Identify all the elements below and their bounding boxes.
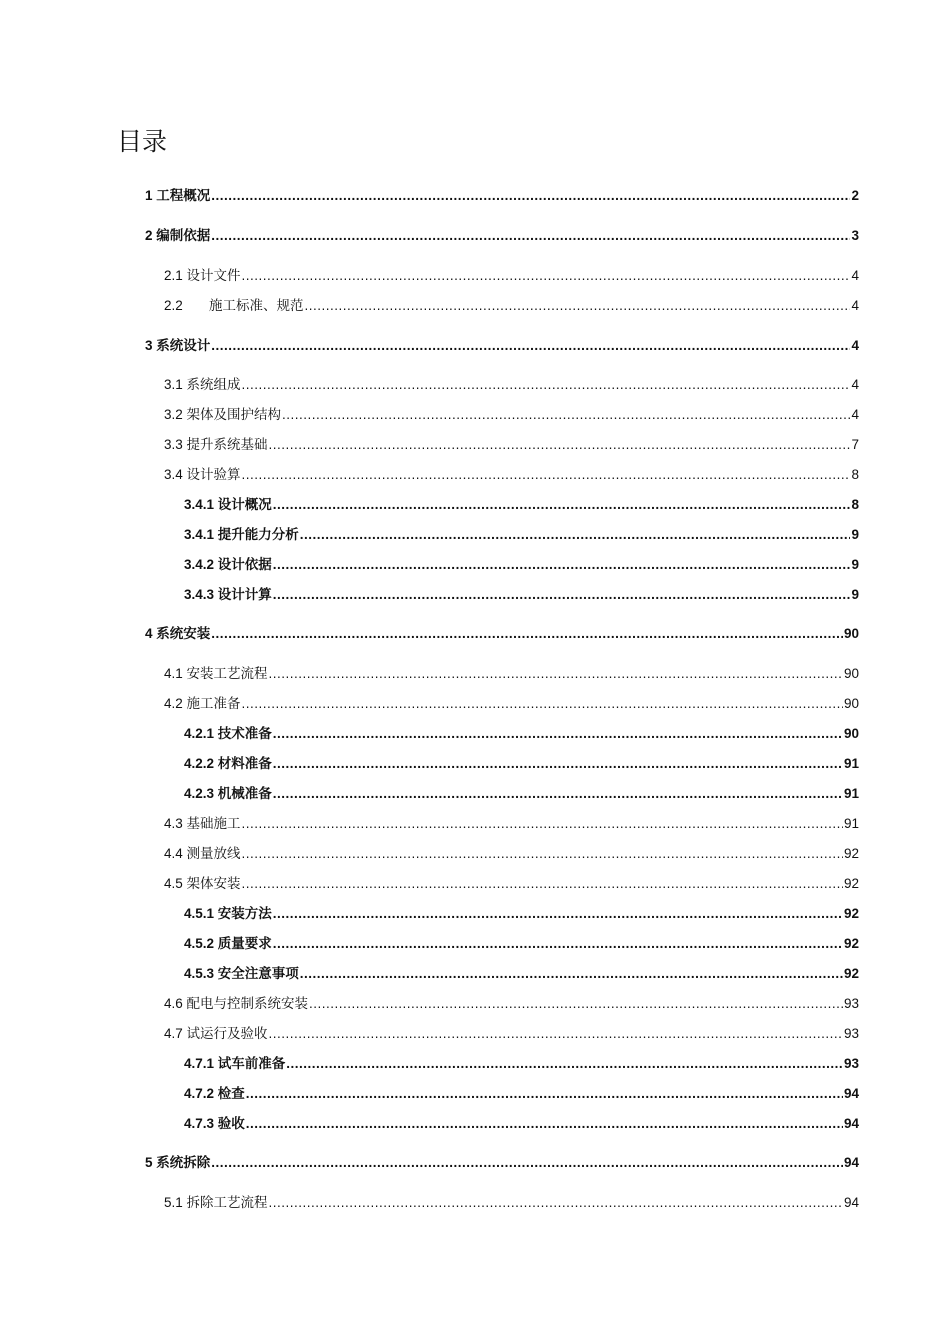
toc-entry[interactable] (184, 934, 859, 954)
toc-entry[interactable] (164, 844, 859, 864)
toc-leader-dots (273, 934, 843, 954)
toc-leader-dots (242, 694, 843, 714)
toc-entry[interactable] (145, 186, 859, 206)
toc-page-number: 94 (843, 1086, 859, 1101)
toc-leader-dots (305, 296, 851, 316)
toc-page-number: 4 (851, 268, 859, 283)
toc-entry-label: 4.5.1 安装方法 (184, 906, 272, 921)
toc-entry-label: 4.2 施工准备 (164, 696, 241, 711)
toc-leader-dots (246, 1114, 843, 1134)
toc-entry[interactable] (164, 375, 859, 395)
toc-leader-dots (269, 1193, 843, 1213)
toc-leader-dots (273, 555, 851, 575)
toc-entry-label: 5.1 拆除工艺流程 (164, 1195, 268, 1210)
toc-page-number: 91 (843, 756, 859, 771)
toc-entry-label: 3.1 系统组成 (164, 377, 241, 392)
toc-leader-dots (211, 1153, 843, 1173)
toc-page-number: 4 (851, 338, 859, 353)
toc-entry-label: 3.4.1 提升能力分析 (184, 527, 299, 542)
toc-leader-dots (269, 435, 851, 455)
toc-entry[interactable] (184, 724, 859, 744)
toc-leader-dots (211, 624, 843, 644)
toc-leader-dots (269, 664, 843, 684)
toc-entry-label: 1 工程概况 (145, 188, 211, 203)
toc-leader-dots (273, 724, 843, 744)
toc-leader-dots (273, 495, 851, 515)
toc-leader-dots (300, 964, 843, 984)
toc-entry[interactable] (164, 1193, 859, 1213)
toc-entry[interactable] (164, 814, 859, 834)
toc-entry[interactable] (164, 405, 859, 425)
toc-page-number: 4 (851, 407, 859, 422)
toc-entry[interactable] (145, 1153, 859, 1173)
toc-entry-label: 4.3 基础施工 (164, 816, 241, 831)
toc-leader-dots (273, 754, 843, 774)
toc-entry[interactable] (184, 964, 859, 984)
toc-page-number: 93 (843, 1056, 859, 1071)
toc-entry[interactable] (145, 336, 859, 356)
toc-entry-label: 4.2.2 材料准备 (184, 756, 272, 771)
toc-entry-label: 5 系统拆除 (145, 1155, 211, 1170)
toc-entry-label: 4.7.1 试车前准备 (184, 1056, 286, 1071)
toc-page-number: 8 (851, 497, 859, 512)
toc-entry[interactable] (184, 784, 859, 804)
toc-entry-label: 3 系统设计 (145, 338, 211, 353)
toc-entry[interactable] (184, 585, 859, 605)
toc-entry[interactable] (164, 1024, 859, 1044)
toc-entry[interactable] (164, 266, 859, 286)
toc-leader-dots (242, 266, 851, 286)
toc-entry-label: 4.7 试运行及验收 (164, 1026, 268, 1041)
toc-leader-dots (309, 994, 843, 1014)
toc-entry-label: 2.2 施工标准、规范 (164, 298, 304, 313)
toc-entry[interactable] (184, 495, 859, 515)
toc-leader-dots (242, 465, 851, 485)
toc-entry[interactable] (164, 874, 859, 894)
toc-entry[interactable] (164, 296, 859, 316)
toc-leader-dots (300, 525, 851, 545)
toc-entry[interactable] (145, 624, 859, 644)
toc-entry-label: 3.2 架体及围护结构 (164, 407, 282, 422)
toc-page-number: 9 (851, 587, 859, 602)
toc-entry[interactable] (164, 694, 859, 714)
toc-leader-dots (273, 585, 851, 605)
toc-leader-dots (269, 1024, 843, 1044)
toc-page-number: 9 (851, 557, 859, 572)
toc-leader-dots (282, 405, 850, 425)
toc-leader-dots (242, 375, 851, 395)
toc-entry[interactable] (145, 226, 859, 246)
toc-page-number: 2 (851, 188, 859, 203)
toc-page-number: 94 (843, 1155, 859, 1170)
toc-leader-dots (211, 186, 850, 206)
toc-entry-label: 4.7.2 检查 (184, 1086, 245, 1101)
toc-leader-dots (273, 784, 843, 804)
toc-page-number: 90 (843, 696, 859, 711)
toc-entry-label: 3.4.2 设计依据 (184, 557, 272, 572)
toc-page-number: 92 (843, 906, 859, 921)
toc-entry[interactable] (164, 664, 859, 684)
toc-page-number: 92 (843, 846, 859, 861)
toc-entry[interactable] (184, 1114, 859, 1134)
toc-page-number: 92 (843, 876, 859, 891)
toc-page-number: 7 (851, 437, 859, 452)
toc-leader-dots (242, 844, 843, 864)
toc-entry[interactable] (184, 904, 859, 924)
toc-leader-dots (246, 1084, 843, 1104)
toc-entry-label: 4.4 测量放线 (164, 846, 241, 861)
toc-entry[interactable] (184, 525, 859, 545)
toc-page-number: 90 (843, 626, 859, 641)
toc-entry-label: 2.1 设计文件 (164, 268, 241, 283)
toc-page-number: 90 (843, 666, 859, 681)
toc-entry[interactable] (164, 465, 859, 485)
toc-page-number: 92 (843, 936, 859, 951)
toc-leader-dots (211, 336, 850, 356)
toc-entry[interactable] (184, 1084, 859, 1104)
toc-page-number: 4 (851, 298, 859, 313)
toc-page-number: 3 (851, 228, 859, 243)
toc-leader-dots (242, 814, 843, 834)
toc-entry-label: 4.5 架体安装 (164, 876, 241, 891)
toc-entry-label: 4.1 安装工艺流程 (164, 666, 268, 681)
toc-leader-dots (211, 226, 850, 246)
toc-entry-label: 3.4.1 设计概况 (184, 497, 272, 512)
toc-entry-label: 4.7.3 验收 (184, 1116, 245, 1131)
toc-page-number: 93 (843, 1026, 859, 1041)
toc-page-number: 4 (851, 377, 859, 392)
toc-leader-dots (286, 1054, 843, 1074)
toc-page-number: 93 (843, 996, 859, 1011)
toc-page-number: 90 (843, 726, 859, 741)
toc-entry[interactable] (184, 754, 859, 774)
toc-entry[interactable] (184, 1054, 859, 1074)
toc-entry-label: 4.2.3 机械准备 (184, 786, 272, 801)
toc-entry-label: 3.4.3 设计计算 (184, 587, 272, 602)
toc-entry[interactable] (184, 555, 859, 575)
toc-entry-label: 4.6 配电与控制系统安装 (164, 996, 309, 1011)
toc-page-number: 94 (843, 1116, 859, 1131)
toc-page-number: 92 (843, 966, 859, 981)
toc-entry-label: 4.5.3 安全注意事项 (184, 966, 299, 981)
toc-entry[interactable] (164, 994, 859, 1014)
toc-page-number: 8 (851, 467, 859, 482)
toc-entry-label: 4 系统安装 (145, 626, 211, 641)
toc-page-number: 94 (843, 1195, 859, 1210)
toc-entry-label: 3.3 提升系统基础 (164, 437, 268, 452)
toc-title: 目录 (117, 127, 168, 156)
toc-entry-label: 4.2.1 技术准备 (184, 726, 272, 741)
toc-leader-dots (273, 904, 843, 924)
toc-entry-label: 4.5.2 质量要求 (184, 936, 272, 951)
toc-page-number: 91 (843, 816, 859, 831)
toc-entry-label: 3.4 设计验算 (164, 467, 241, 482)
toc-entry-label: 2 编制依据 (145, 228, 211, 243)
toc-entry[interactable] (164, 435, 859, 455)
toc-page-number: 9 (851, 527, 859, 542)
toc-leader-dots (242, 874, 843, 894)
toc-page-number: 91 (843, 786, 859, 801)
